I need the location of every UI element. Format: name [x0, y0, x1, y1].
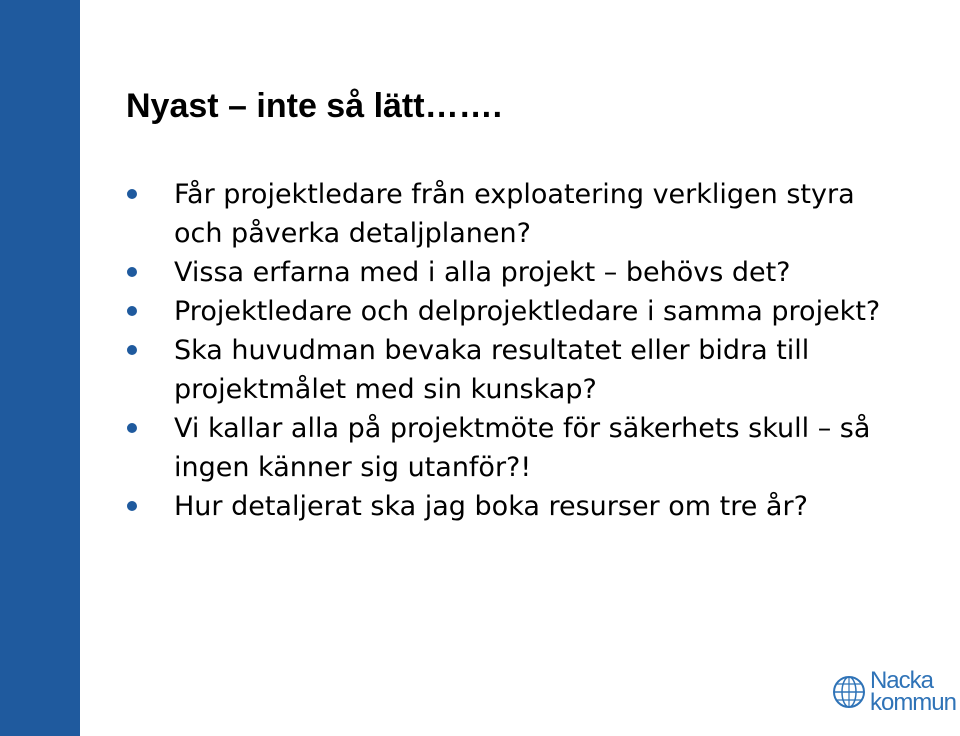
bullet-text: Vissa erfarna med i alla projekt – behövs det? — [174, 257, 791, 288]
bullet-item — [126, 331, 906, 409]
bullet-text: Hur detaljerat ska jag boka resurser om tre år? — [174, 491, 808, 522]
slide-title: Nyast – inte så lätt……. — [126, 87, 503, 125]
nacka-kommun-logo — [832, 667, 956, 716]
bullet-text: Får projektledare från exploatering verkligen styra och påverka detaljplanen? — [174, 179, 855, 249]
logo-line-1: Nacka — [869, 667, 933, 694]
bullet-item — [126, 253, 906, 292]
bullet-item — [126, 487, 906, 526]
side-bar — [0, 0, 80, 736]
logo-line-2: kommun — [869, 689, 956, 716]
bullet-item — [126, 409, 906, 487]
logo-text — [869, 667, 956, 716]
globe-emblem-icon — [832, 675, 866, 709]
bullet-list — [126, 175, 906, 526]
bullet-item — [126, 292, 906, 331]
bullet-dot-icon — [127, 267, 137, 277]
bullet-dot-icon — [127, 189, 137, 199]
bullet-item — [126, 175, 906, 253]
bullet-text: Vi kallar alla på projektmöte för säkerhets skull – så ingen känner sig utanför?! — [174, 413, 871, 483]
bullet-dot-icon — [127, 501, 137, 511]
bullet-dot-icon — [127, 423, 137, 433]
bullet-text: Projektledare och delprojektledare i samma projekt? — [174, 296, 881, 327]
bullet-dot-icon — [127, 345, 137, 355]
bullet-text: Ska huvudman bevaka resultatet eller bidra till projektmålet med sin kunskap? — [174, 335, 810, 405]
bullet-dot-icon — [127, 306, 137, 316]
